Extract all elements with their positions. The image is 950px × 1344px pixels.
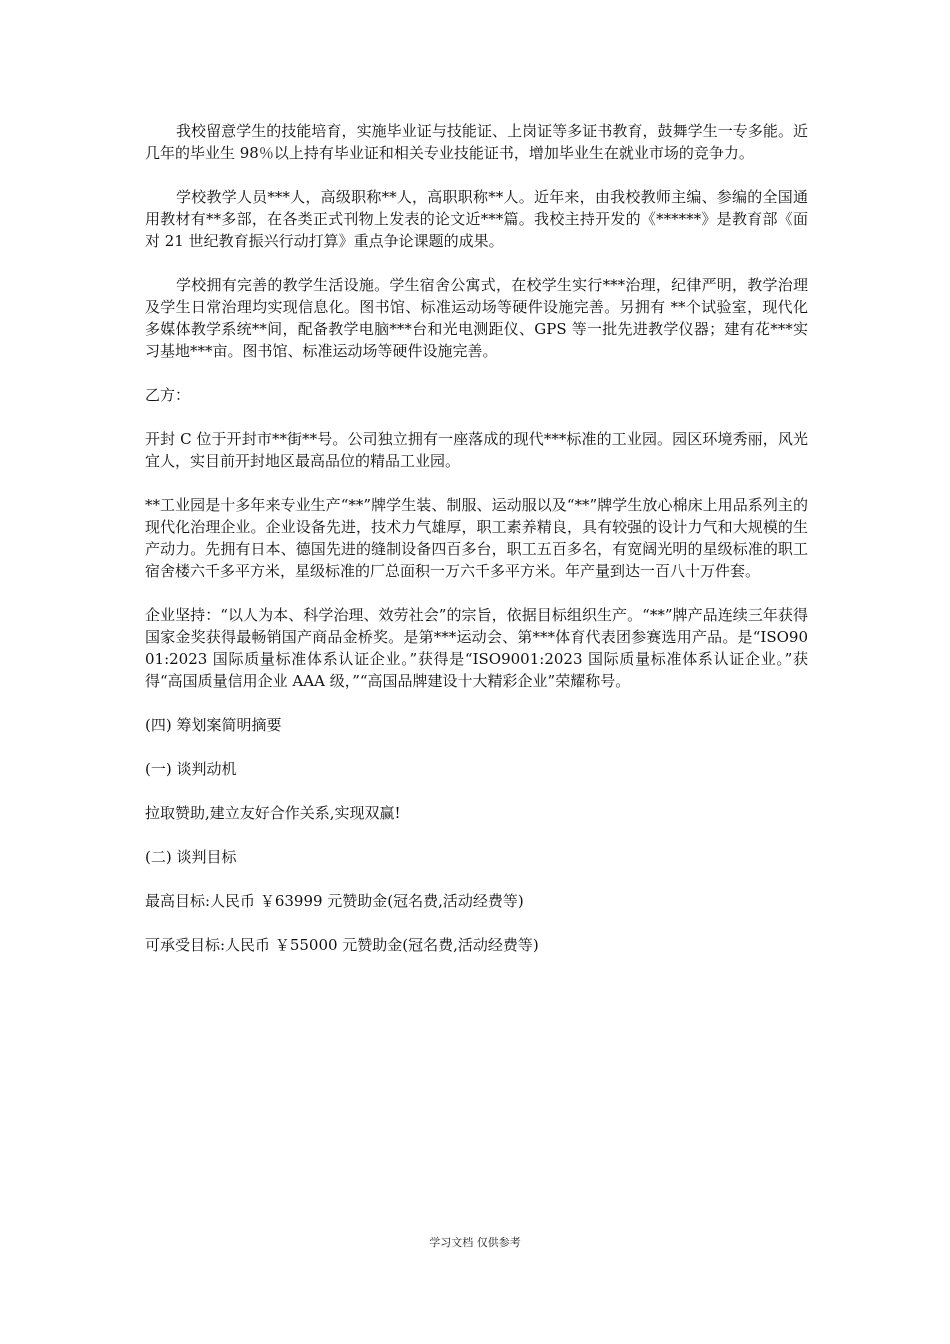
plan-section-title: (四) 筹划案简明摘要: [145, 716, 282, 734]
page-footer: 学习文档 仅供参考: [429, 1236, 521, 1249]
company-location-paragraph: 开封 C 位于开封市**街**号。公司独立拥有一座落成的现代***标准的工业园。园区环境秀丽，风光宜人，实目前开封地区最高品位的精品工业园。: [145, 430, 808, 470]
goal-highest: 最高目标:人民币 ￥63999 元赞助金(冠名费,活动经费等): [145, 892, 524, 910]
motive-text: 拉取赞助,建立友好合作关系,实现双赢!: [145, 804, 401, 822]
company-honors-paragraph: 企业坚持：“以人为本、科学治理、效劳社会”的宗旨，依据目标组织生产。“**”牌产品连续三年获得国家金奖获得最畅销国产商品金桥奖。是第***运动会、第***体育代表团参赛选用产品。是“ISO9001:2023 国际质量标准体系认证企业。”获得是“ISO9001:2023 国际质量标准体系认证企业。”获得“高国质量信用企业 AAA 级，”“高国品牌建设十大精彩企业”荣耀称号。: [145, 606, 808, 690]
document-body: [145, 120, 808, 978]
school-facilities-paragraph: 学校拥有完善的教学生活设施。学生宿舍公寓式，在校学生实行***治理，纪律严明，教学治理及学生日常治理均实现信息化。图书馆、标准运动场等硬件设施完善。另拥有 **个试验室，现代化多媒体教学系统**间，配备教学电脑***台和光电测距仪、GPS 等一批先进教学仪器；建有花***实习基地***亩。图书馆、标准运动场等硬件设施完善。: [145, 276, 808, 360]
company-profile-paragraph: **工业园是十多年来专业生产“**”牌学生装、制服、运动服以及“**”牌学生放心棉床上用品系列主的现代化治理企业。企业设备先进，技术力气雄厚，职工素养精良，具有较强的设计力气和大规模的生产动力。先拥有日本、德国先进的缝制设备四百多台，职工五百多名，有宽阔光明的星级标准的职工宿舍楼六千多平方米，星级标准的厂总面积一万六千多平方米。年产量到达一百八十万件套。: [145, 496, 808, 580]
goal-title: (二) 谈判目标: [145, 848, 237, 866]
school-skills-paragraph: 我校留意学生的技能培育，实施毕业证与技能证、上岗证等多证书教育，鼓舞学生一专多能。近几年的毕业生 98％以上持有毕业证和相关专业技能证书，增加毕业生在就业市场的竞争力。: [145, 122, 808, 162]
school-staff-paragraph: 学校教学人员***人，高级职称**人，高职职称**人。近年来，由我校教师主编、参编的全国通用教材有**多部，在各类正式刊物上发表的论文近***篇。我校主持开发的《******》是教育部《面对 21 世纪教育振兴行动打算》重点争论课题的成果。: [145, 188, 808, 250]
party-b-label: 乙方：: [145, 386, 191, 404]
motive-title: (一) 谈判动机: [145, 760, 237, 778]
goal-acceptable: 可承受目标:人民币 ￥55000 元赞助金(冠名费,活动经费等): [145, 936, 539, 954]
